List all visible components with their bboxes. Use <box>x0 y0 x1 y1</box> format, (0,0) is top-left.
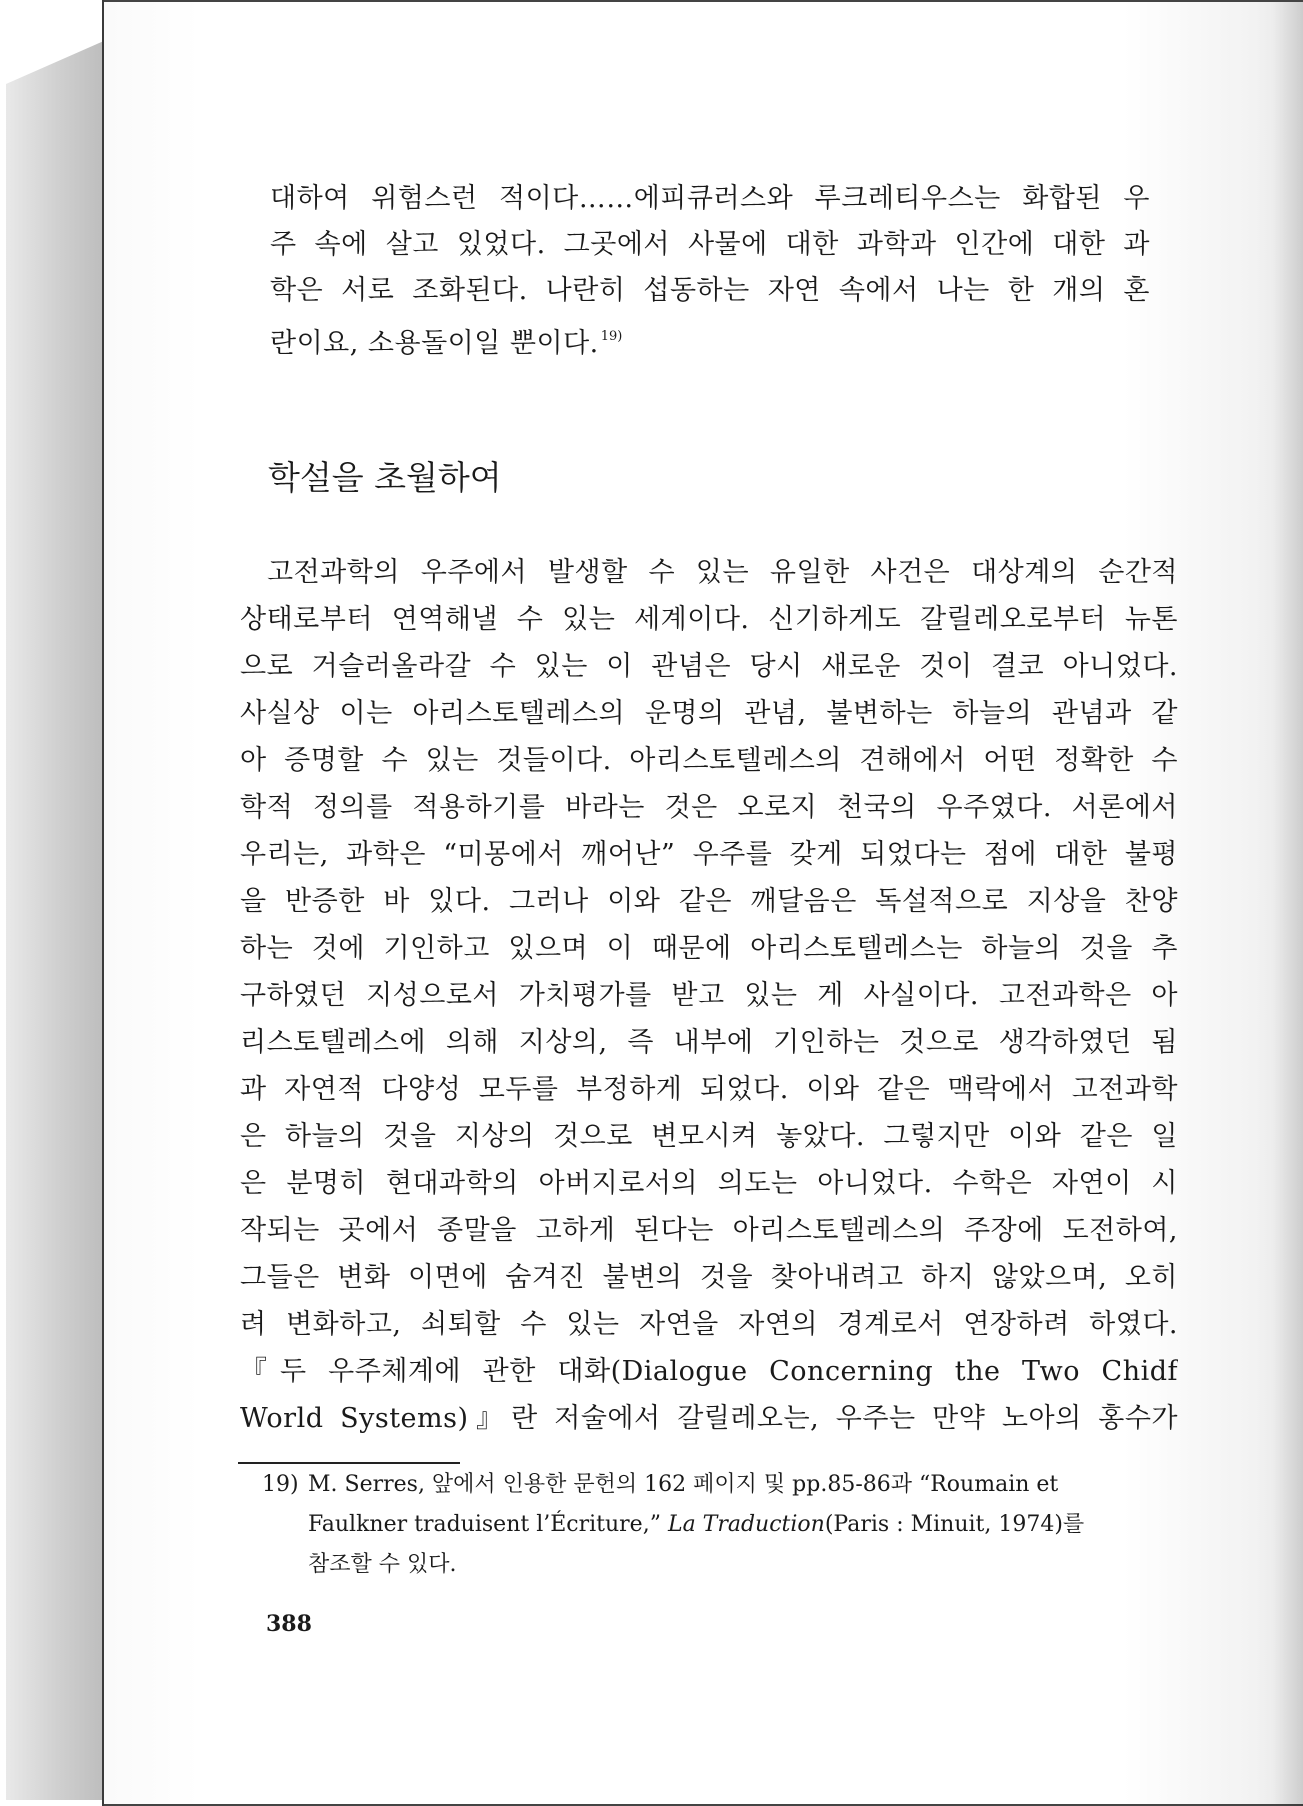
body-line: 고전과학의 우주에서 발생할 수 있는 유일한 사건은 대상계의 순간적 <box>267 557 1178 588</box>
body-line: 우리는, 과학은 “미몽에서 깨어난” 우주를 갖게 되었다는 점에 대한 불평 <box>240 839 1178 870</box>
body-line: 그들은 변화 이면에 숨겨진 불변의 것을 찾아내려고 하지 않았으며, 오히 <box>240 1262 1178 1293</box>
body-line: 작되는 곳에서 종말을 고하게 된다는 아리스토텔레스의 주장에 도전하여, <box>240 1215 1178 1246</box>
footnote-reference: 19) <box>600 329 623 344</box>
quote-line: 주 속에 살고 있었다. 그곳에서 사물에 대한 과학과 인간에 대한 과 <box>270 229 1150 260</box>
footnote-line <box>262 1465 1177 1505</box>
page-edge-shadow <box>1273 2 1303 1806</box>
quote-line-text: 란이요, 소용돌이일 뿐이다. <box>270 328 599 359</box>
page-number: 388 <box>266 1611 312 1637</box>
footnote-title-italic: La Traduction <box>667 1512 825 1537</box>
footnote-text: (Paris : Minuit, 1974)를 <box>824 1512 1085 1537</box>
footnote <box>262 1465 1177 1585</box>
body-line: 학적 정의를 적용하기를 바라는 것은 오로지 천국의 우주였다. 서론에서 <box>240 792 1178 823</box>
book-spine <box>6 40 106 1800</box>
body-line: 리스토텔레스에 의해 지상의, 즉 내부에 기인하는 것으로 생각하였던 됨 <box>240 1027 1178 1058</box>
body-line: 상태로부터 연역해낼 수 있는 세계이다. 신기하게도 갈릴레오로부터 뉴톤 <box>240 604 1178 635</box>
body-line: 은 하늘의 것을 지상의 것으로 변모시켜 놓았다. 그렇지만 이와 같은 일 <box>240 1121 1178 1152</box>
body-line: 『두 우주체계에 관한 대화(Dialogue Concerning the Two Chidf <box>240 1356 1178 1387</box>
footnote-text: Faulkner traduisent l’Écriture,” <box>308 1512 668 1537</box>
footnote-line <box>262 1505 1177 1545</box>
footnote-line: 참조할 수 있다. <box>308 1552 457 1577</box>
section-heading: 학설을 초월하여 <box>268 458 502 497</box>
body-line: 과 자연적 다양성 모두를 부정하게 되었다. 이와 같은 맥락에서 고전과학 <box>240 1074 1178 1105</box>
quote-line: 학은 서로 조화된다. 나란히 섭동하는 자연 속에서 나는 한 개의 혼 <box>270 275 1150 306</box>
footnote-text: M. Serres, 앞에서 인용한 문헌의 162 페이지 및 pp.85-86과 “Roumain et <box>308 1472 1059 1497</box>
quote-line-last <box>270 314 1150 360</box>
body-line: World Systems)』란 저술에서 갈릴레오는, 우주는 만약 노아의 홍수가 <box>240 1403 1178 1434</box>
footnote-number: 19) <box>262 1472 299 1497</box>
body-line: 을 반증한 바 있다. 그러나 이와 같은 깨달음은 독설적으로 지상을 찬양 <box>240 886 1178 917</box>
footnote-divider <box>238 1462 460 1464</box>
body-line: 사실상 이는 아리스토텔레스의 운명의 관념, 불변하는 하늘의 관념과 같 <box>240 698 1178 729</box>
body-line: 아 증명할 수 있는 것들이다. 아리스토텔레스의 견해에서 어떤 정확한 수 <box>240 745 1178 776</box>
body-paragraph <box>240 549 1178 1442</box>
body-line: 하는 것에 기인하고 있으며 이 때문에 아리스토텔레스는 하늘의 것을 추 <box>240 933 1178 964</box>
quote-block <box>270 176 1150 360</box>
body-line: 은 분명히 현대과학의 아버지로서의 의도는 아니었다. 수학은 자연이 시 <box>240 1168 1178 1199</box>
quote-line: 대하여 위험스런 적이다……에피큐러스와 루크레티우스는 화합된 우 <box>270 183 1150 214</box>
body-line: 으로 거슬러올라갈 수 있는 이 관념은 당시 새로운 것이 결코 아니었다. <box>240 651 1178 682</box>
body-line: 구하였던 지성으로서 가치평가를 받고 있는 게 사실이다. 고전과학은 아 <box>240 980 1178 1011</box>
body-line: 려 변화하고, 쇠퇴할 수 있는 자연을 자연의 경계로서 연장하려 하였다. <box>240 1309 1178 1340</box>
